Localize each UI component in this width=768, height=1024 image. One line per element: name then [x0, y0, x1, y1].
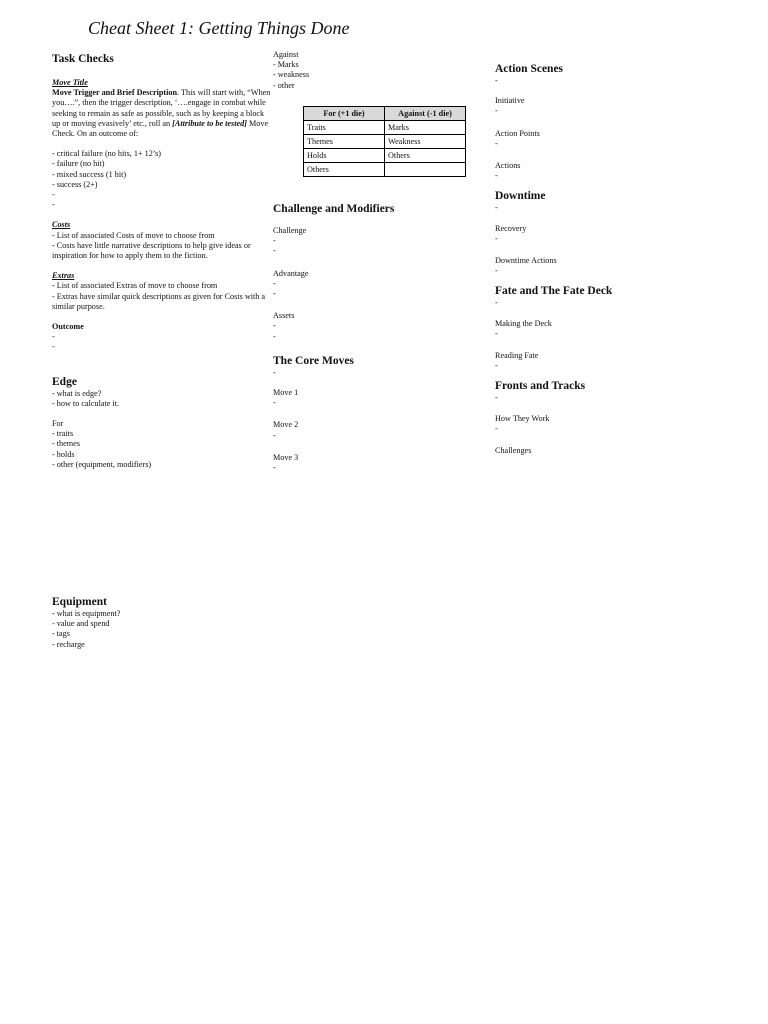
advantage-label: Advantage: [273, 268, 309, 278]
outcome-list-item: -: [52, 200, 55, 210]
edge-for-item: - traits: [52, 429, 74, 439]
challenge-item: -: [273, 246, 276, 256]
equipment-item: - value and spend: [52, 619, 110, 629]
move-item: -: [273, 463, 276, 473]
edge-for-item: - holds: [52, 449, 75, 459]
reading-fate-item: -: [495, 361, 498, 371]
move-title-label: Move Title: [52, 78, 88, 87]
fronts-item: -: [495, 393, 498, 403]
advantage-item: -: [273, 278, 276, 288]
against-item: - weakness: [273, 70, 310, 80]
equipment-item: - what is equipment?: [52, 609, 121, 618]
table-cell: Traits: [304, 121, 385, 135]
action-scenes-heading: Action Scenes: [495, 63, 564, 75]
move-description-text-2: Move Check. On an outcome of:: [52, 118, 269, 139]
challenge-item: -: [273, 236, 276, 246]
equipment-item: - recharge: [52, 639, 85, 649]
costs-label: Costs: [52, 220, 71, 230]
move-description: [52, 88, 272, 139]
recovery-item: -: [495, 233, 498, 243]
move-label: Move 3: [273, 452, 299, 462]
table-cell: Holds: [304, 149, 385, 163]
outcome-list-item: - critical failure (no hits, 1+ 12’s): [52, 149, 161, 159]
downtime-heading: Downtime: [495, 190, 546, 203]
assets-item: -: [273, 321, 276, 331]
advantage-item: -: [273, 289, 276, 299]
document-title: Cheat Sheet 1: Getting Things Done: [88, 18, 350, 38]
challenge-heading: Challenge and Modifiers: [273, 203, 395, 215]
outcome-item: -: [52, 342, 55, 352]
move-label: Move 2: [273, 420, 299, 430]
table-row: [304, 135, 466, 149]
challenges-label: Challenges: [495, 446, 532, 456]
against-label: Against: [273, 50, 299, 59]
challenge-section: [273, 202, 468, 473]
challenge-label: Challenge: [273, 226, 307, 235]
action-points-label: Action Points: [495, 128, 540, 138]
for-against-table: [303, 106, 466, 177]
task-checks-heading: Task Checks: [52, 53, 114, 65]
attribute-placeholder: [Attribute to be tested]: [172, 118, 247, 128]
table-cell: Others: [385, 149, 466, 163]
table-cell: Others: [304, 163, 385, 177]
downtime-actions-label: Downtime Actions: [495, 256, 557, 266]
initiative-item: -: [495, 106, 498, 116]
against-item: - other: [273, 80, 295, 90]
outcome-list-item: - failure (no hit): [52, 159, 105, 169]
how-they-work-item: -: [495, 423, 498, 433]
column-right: [495, 62, 695, 456]
costs-item: - Costs have little narrative descriptions to help give ideas or inspiration for how to apply them to the fiction.: [52, 240, 251, 261]
table-header-against: Against (-1 die): [385, 107, 466, 121]
edge-for-item: - themes: [52, 439, 80, 449]
fate-item: -: [495, 298, 498, 308]
move-item: -: [273, 398, 276, 408]
extras-item: - List of associated Extras of move to choose from: [52, 281, 218, 291]
equipment-item: - tags: [52, 629, 70, 639]
costs-item: - List of associated Costs of move to choose from: [52, 230, 215, 240]
downtime-actions-item: -: [495, 266, 498, 276]
reading-fate-label: Reading Fate: [495, 351, 539, 361]
edge-item: - how to calculate it.: [52, 398, 120, 408]
table-row: [304, 149, 466, 163]
column-middle: [273, 50, 468, 91]
table-cell: [385, 163, 466, 177]
equipment-section: [52, 595, 272, 650]
how-they-work-label: How They Work: [495, 413, 550, 423]
table-cell: Marks: [385, 121, 466, 135]
table-row: [304, 121, 466, 135]
outcome-list-item: -: [52, 190, 55, 200]
outcome-list-item: - success (2+): [52, 179, 98, 189]
table-cell: Themes: [304, 135, 385, 149]
recovery-label: Recovery: [495, 223, 527, 233]
outcome-item: -: [52, 332, 55, 342]
move-description-text-1: . This will start with, “When you….”, then the trigger description, ‘….engage in combat while seeking to remain as safe as possible, such as by keeping a block up or moving evasively’ etc., roll an: [52, 88, 271, 128]
move-trigger-label: Move Trigger and Brief Description: [52, 88, 178, 98]
table-row: [304, 163, 466, 177]
outcome-label: Outcome: [52, 322, 84, 332]
edge-for-item: - other (equipment, modifiers): [52, 459, 152, 469]
against-item: - Marks: [273, 60, 299, 70]
edge-heading: Edge: [52, 375, 77, 388]
fate-heading: Fate and The Fate Deck: [495, 285, 613, 298]
equipment-heading: Equipment: [52, 596, 107, 608]
making-deck-label: Making the Deck: [495, 318, 552, 328]
table-header-row: [304, 107, 466, 121]
edge-item: - what is edge?: [52, 388, 102, 398]
extras-label: Extras: [52, 271, 75, 281]
extras-item: - Extras have similar quick descriptions as given for Costs with a similar purpose.: [52, 291, 266, 311]
assets-label: Assets: [273, 311, 295, 321]
edge-for-label: For: [52, 419, 64, 429]
assets-item: -: [273, 331, 276, 341]
table-header-for: For (+1 die): [304, 107, 385, 121]
downtime-item: -: [495, 203, 498, 213]
core-moves-item: -: [273, 367, 276, 377]
column-left: [52, 52, 272, 470]
move-item: -: [273, 430, 276, 440]
core-moves-heading: The Core Moves: [273, 354, 354, 367]
actions-item: -: [495, 171, 498, 181]
move-label: Move 1: [273, 388, 299, 398]
actions-label: Actions: [495, 161, 521, 171]
making-deck-item: -: [495, 328, 498, 338]
action-scenes-item: -: [495, 76, 498, 85]
action-points-item: -: [495, 138, 498, 148]
outcome-list-item: - mixed success (1 hit): [52, 169, 127, 179]
table-cell: Weakness: [385, 135, 466, 149]
fronts-heading: Fronts and Tracks: [495, 380, 586, 393]
initiative-label: Initiative: [495, 96, 525, 106]
